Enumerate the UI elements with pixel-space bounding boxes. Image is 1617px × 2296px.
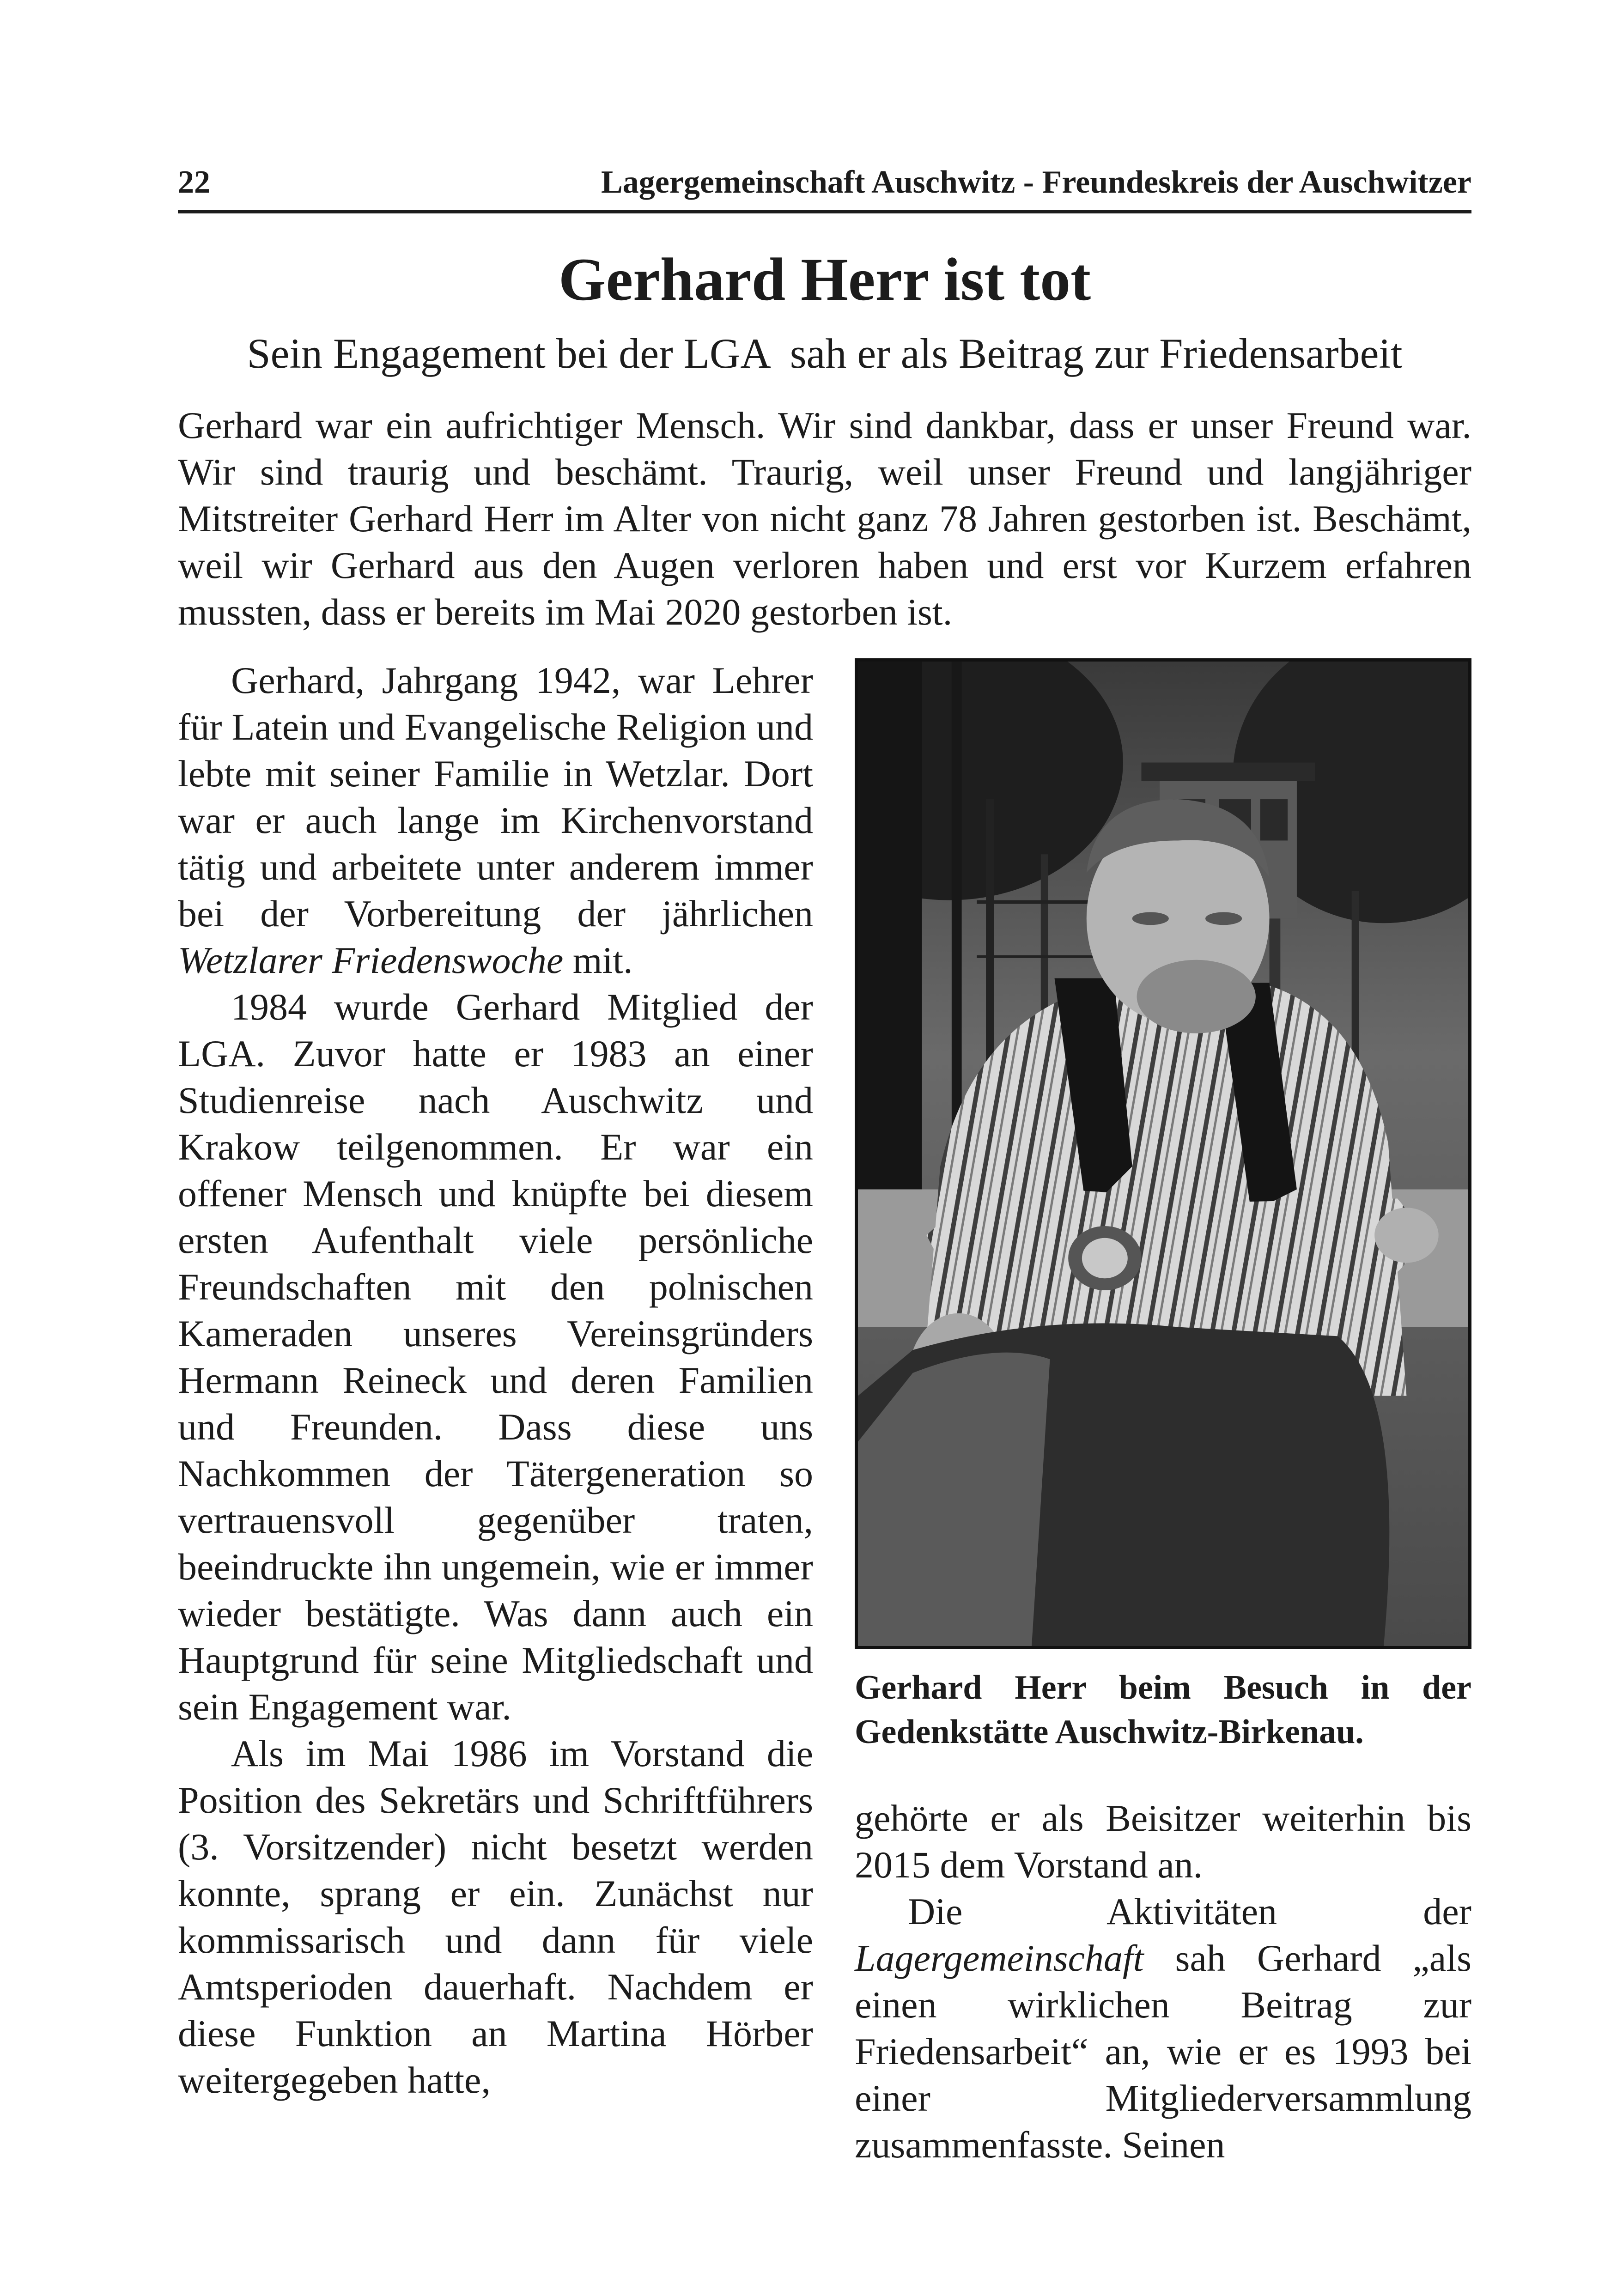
photo-caption-line-2: Gedenkstätte Auschwitz-Birkenau. [855, 1713, 1364, 1751]
paragraph-1 [178, 657, 813, 984]
paragraph-5-end: sah Gerhard „als einen wirklichen Beitrag zur Friedensarbeit“ an, wie er es 1993 bei einer Mitgliederversammlung zusammenfasste. Seinen [855, 1937, 1471, 2166]
page-number: 22 [178, 164, 210, 200]
running-title: Lagergemeinschaft Auschwitz - Freundeskreis der Auschwitzer [601, 164, 1471, 200]
paragraph-5-italic: Lagergemeinschaft [855, 1937, 1144, 1979]
right-column [855, 1795, 1471, 2168]
paragraph-5 [855, 1888, 1471, 2168]
paragraph-2: 1984 wurde Gerhard Mitglied der LGA. Zuvor hatte er 1983 an einer Studienreise nach Auschwitz und Krakow teilgenommen. Er war ein offener Mensch und knüpfte bei diesem ersten Aufenthalt viele persönliche Freundschaften mit den polnischen Kameraden unseres Vereinsgründers Hermann Reineck und deren Familien und Freunden. Dass diese uns Nachkommen der Tätergeneration so vertrauensvoll gegenüber traten, beeindruckte ihn ungemein, wie er immer wieder bestätigte. Was dann auch ein Hauptgrund für seine Mitgliedschaft und sein Engagement war. [178, 986, 813, 1728]
photo-caption-line-1: Gerhard Herr beim Besuch in der [855, 1669, 1471, 1707]
paragraph-4: gehörte er als Beisitzer weiterhin bis 2015 dem Vorstand an. [855, 1797, 1471, 1886]
paragraph-1-text: Gerhard, Jahrgang 1942, war Lehrer für Latein und Evangelische Religion und lebte mit seiner Familie in Wetzlar. Dort war er auch lange im Kirchenvorstand tätig und arbeitete unter anderem immer bei der Vorbereitung der jährlichen [178, 659, 813, 935]
portrait-illustration [858, 662, 1468, 1646]
paragraph-3: Als im Mai 1986 im Vorstand die Position des Sekretärs und Schriftführers (3. Vorsitzender) nicht besetzt werden konnte, sprang er ein. Zunächst nur kommissarisch und dann für viele Amtsperioden dauerhaft. Nachdem er diese Funktion an Martina Hörber weitergegeben hatte, [178, 1732, 813, 2101]
page-header [178, 159, 1471, 213]
paragraph-1-italic: Wetzlarer Friedenswoche [178, 939, 564, 981]
photo-caption [855, 1665, 1471, 1754]
paragraph-5-start: Die Aktivitäten der [908, 1890, 1471, 1932]
article-title: Gerhard Herr ist tot [558, 245, 1091, 313]
article-intro: Gerhard war ein aufrichtiger Mensch. Wir sind dankbar, dass er unser Freund war. Wir sind traurig und beschämt. Traurig, weil unser Freund und langjähriger Mitstreiter Gerhard Herr im Alter von nicht ganz 78 Jahren gestorben ist. Beschämt, weil wir Gerhard aus den Augen verloren haben und erst vor Kurzem erfahren mussten, dass er bereits im Mai 2020 gestorben ist. [178, 404, 1471, 633]
article-subtitle: Sein Engagement bei der LGA sah er als Beitrag zur Friedensarbeit [247, 330, 1403, 377]
paragraph-1-end: mit. [563, 939, 633, 981]
left-column [178, 657, 813, 2103]
portrait-photo [855, 658, 1471, 1649]
